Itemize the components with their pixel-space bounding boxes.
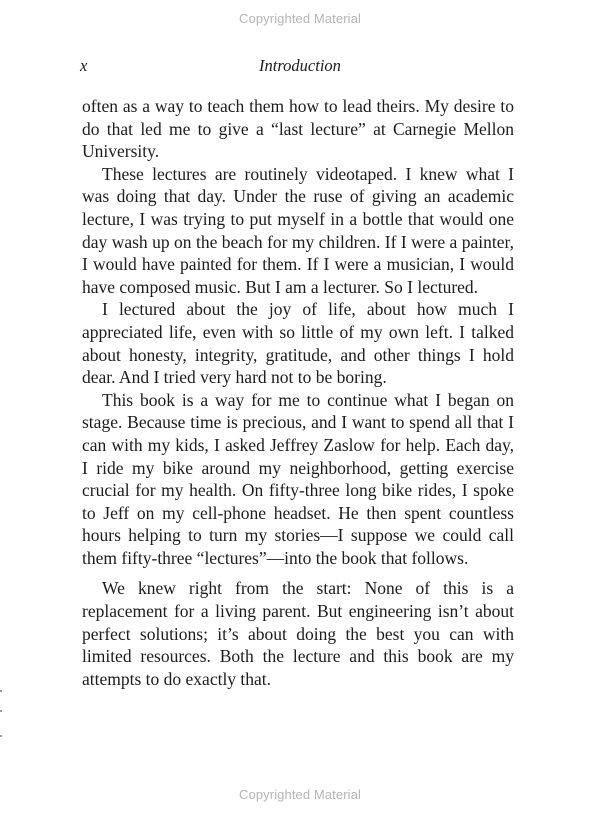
paragraph-5: We knew right from the start: None of this is a replacement for a living parent. But engineering isn’t about perfect solutions; it’s about doing the best you can with limited resources. Both the lecture and this book are my attempts to do exactly that. — [82, 578, 514, 689]
margin-dot — [0, 735, 2, 737]
margin-dot — [0, 690, 2, 692]
body-text — [82, 95, 514, 690]
margin-marks — [0, 690, 3, 750]
paragraph-1: often as a way to teach them how to lead theirs. My desire to do that led me to give a “last lecture” at Carnegie Mellon University. — [82, 96, 514, 162]
running-title: Introduction — [259, 56, 341, 75]
running-head — [80, 56, 520, 78]
paragraph-2: These lectures are routinely videotaped. I knew what I was doing that day. Under the ruse of giving an academic lecture, I was trying to put myself in a bottle that would one day wash up on the beach for my children. If I were a painter, I would have painted for them. If I were a musician, I would have composed music. But I am a lecturer. So I lectured. — [82, 163, 514, 297]
copyright-watermark-bottom: Copyrighted Material — [239, 787, 361, 802]
paragraph-3: I lectured about the joy of life, about how much I appreciated life, even with so little of my own left. I talked about honesty, integrity, gratitude, and other things I hold dear. And I tried very hard not to be boring. — [82, 299, 514, 388]
paragraph-4: This book is a way for me to continue what I began on stage. Because time is precious, and I want to spend all that I can with my kids, I asked Jeffrey Zaslow for help. Each day, I ride my bike around my neighborhood, getting exercise crucial for my health. On fifty-three long bike rides, I spoke to Jeff on my cell-phone headset. He then spent countless hours helping to turn my stories—I suppose we could call them fifty-three “lectures”—into the book that follows. — [82, 389, 514, 568]
page-number: x — [80, 56, 88, 75]
copyright-watermark-top: Copyrighted Material — [239, 11, 361, 26]
margin-dot — [0, 710, 2, 712]
